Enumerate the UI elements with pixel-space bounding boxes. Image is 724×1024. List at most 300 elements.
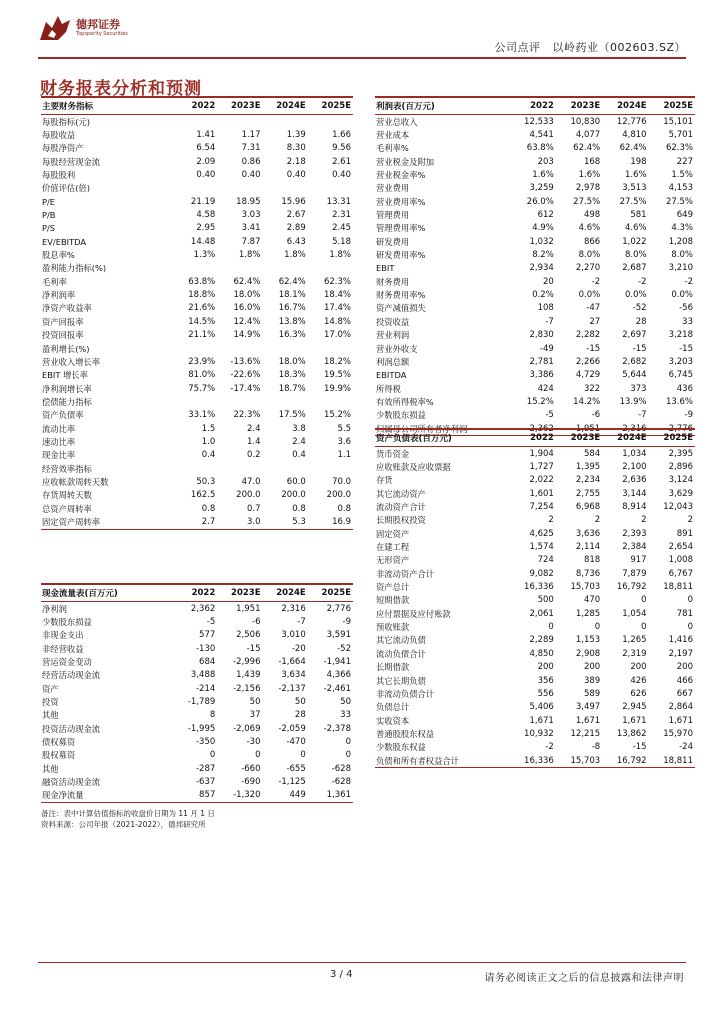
table-cell: 27.5% [573, 196, 601, 207]
note-line: 资料来源：公司年报（2021-2022），德邦研究所 [41, 820, 206, 829]
table-cell: 2,908 [575, 648, 601, 659]
table-cell [217, 342, 262, 355]
table-cell: 8.0% [671, 250, 693, 261]
table-cell: 1,439 [236, 670, 261, 681]
table-cell: 14.8% [323, 316, 351, 327]
table-cell [172, 182, 217, 195]
table-row [375, 235, 695, 248]
table-row [41, 435, 353, 448]
table-cell: 2,687 [622, 263, 647, 274]
table-row [41, 155, 353, 168]
table-cell: 0 [641, 595, 647, 606]
column-header: 2023E [217, 584, 262, 602]
table-cell: 1,361 [308, 789, 353, 803]
table-cell: 1,054 [622, 608, 647, 619]
table-cell: 62.4% [573, 143, 601, 154]
table-cell: 356 [537, 675, 554, 686]
table-cell: -15 [679, 343, 693, 354]
row-label: 非流动负债合计 [376, 688, 435, 699]
row-label: 每股收益 [42, 130, 76, 141]
row-label: 非经营收益 [42, 643, 84, 654]
row-label: 营运资金变动 [42, 657, 92, 668]
table-cell: 1.6% [532, 170, 554, 181]
row-label: 负债总计 [376, 702, 410, 713]
row-label: 其它流动负债 [376, 635, 426, 646]
table-cell: 50 [294, 697, 306, 708]
table-cell: 498 [583, 210, 601, 221]
table-cell: 63.8% [188, 276, 216, 287]
table-cell: -7 [545, 316, 554, 327]
table-cell: 2,755 [575, 488, 601, 499]
table-row [375, 607, 695, 620]
table-cell: 3,629 [668, 488, 693, 499]
row-label: 净利润 [42, 603, 67, 614]
table-cell: -470 [286, 737, 306, 748]
table-row [41, 115, 353, 129]
table-cell: 2,234 [575, 475, 601, 486]
table-cell: 14.9% [233, 330, 261, 341]
table-cell: -17.4% [230, 383, 261, 394]
table-cell: -690 [241, 777, 261, 788]
report-header [494, 39, 686, 55]
table-cell: 1,574 [529, 542, 554, 553]
table-cell: 28 [635, 316, 647, 327]
row-label: 财务费用率% [376, 290, 426, 301]
table-cell: 3,636 [575, 528, 601, 539]
row-label: 有效所得税率% [376, 396, 434, 407]
table-row [375, 395, 695, 408]
table-row [375, 514, 695, 527]
table-row [41, 615, 353, 628]
brand-logo [38, 14, 128, 42]
table-cell: 2,384 [622, 542, 647, 553]
table-cell: 3,124 [668, 475, 693, 486]
table-cell: 4,850 [529, 648, 554, 659]
table-row [41, 329, 353, 342]
table-cell: 2,316 [602, 422, 648, 436]
table-cell: 424 [537, 383, 554, 394]
table-cell: 12,215 [570, 728, 601, 739]
table-cell: 2,393 [622, 528, 647, 539]
table-row [41, 762, 353, 775]
table-cell: 6,767 [668, 568, 693, 579]
table-cell: 2 [548, 515, 554, 526]
row-label: 少数股东权益 [376, 742, 426, 753]
company-name: 以岭药业（002603.SZ） [552, 41, 686, 54]
table-cell: 1.1 [337, 450, 351, 461]
table-cell: -1,664 [278, 657, 306, 668]
row-label: 营业总收入 [376, 116, 418, 127]
table-cell: 50 [340, 697, 351, 708]
table-cell: 20 [542, 276, 554, 287]
logo-text: 德邦证券 [76, 18, 120, 31]
table-cell: -628 [331, 777, 351, 788]
row-label: 资产减值损失 [376, 303, 426, 314]
table-cell: 27.5% [619, 196, 647, 207]
row-label: 利润总额 [376, 356, 410, 367]
table-cell: 0 [687, 622, 693, 633]
table-cell: 16.0% [233, 303, 261, 314]
column-header: 2023E [217, 97, 262, 115]
table-cell: 1,208 [668, 236, 693, 247]
table-cell: 12,043 [663, 502, 693, 513]
table-cell: 0.8 [292, 503, 306, 514]
row-label: P/B [42, 210, 56, 221]
table-cell: 5.5 [337, 423, 351, 434]
table-cell: 3,218 [668, 330, 693, 341]
table-cell: 1,727 [529, 462, 554, 473]
table-cell: 584 [583, 448, 601, 459]
cashflow-table [41, 583, 353, 803]
table-row [41, 722, 353, 735]
table-cell: 2,197 [668, 648, 693, 659]
table-cell: 1.8% [329, 250, 351, 261]
row-label: 经营效率指标 [42, 463, 92, 474]
table-cell: 0.7 [246, 503, 261, 514]
table-cell: 15,703 [556, 754, 602, 768]
table-cell: 81.0% [188, 370, 216, 381]
table-cell: 8,914 [622, 502, 647, 513]
table-cell: 449 [263, 789, 308, 803]
table-cell: 2,362 [509, 422, 555, 436]
column-header: 2025E [308, 97, 353, 115]
row-label: 毛利率% [376, 143, 409, 154]
table-row [375, 674, 695, 687]
table-cell [217, 115, 262, 129]
row-label: 在建工程 [376, 542, 410, 553]
row-label: 盈利能力指标(%) [42, 263, 107, 274]
table-cell: 0.0% [624, 290, 647, 301]
table-row [41, 462, 353, 475]
table-row [41, 642, 353, 655]
table-cell: 1,904 [529, 448, 554, 459]
table-row [375, 142, 695, 155]
table-cell: 322 [583, 383, 601, 394]
row-label: 营业收入增长率 [42, 356, 101, 367]
table-cell [308, 262, 353, 275]
table-cell: 2,830 [529, 330, 554, 341]
table-row [375, 500, 695, 513]
table-cell: 1,032 [529, 236, 554, 247]
table-cell: 2,945 [622, 702, 647, 713]
row-label: 净利润增长率 [42, 383, 92, 394]
table-row [41, 315, 353, 328]
table-cell: 50.3 [196, 476, 216, 487]
table-cell: 14.2% [573, 396, 601, 407]
table-cell: 23.9% [188, 356, 216, 367]
table-cell: -628 [331, 763, 351, 774]
table-cell: 2,506 [236, 630, 261, 641]
table-cell: 16.7% [278, 303, 306, 314]
report-type: 公司点评 [494, 41, 541, 54]
table-cell: 3,513 [622, 183, 647, 194]
row-label: EBIT [376, 263, 395, 274]
row-label: 营业外收支 [376, 343, 418, 354]
table-cell: 27 [589, 316, 601, 327]
row-label: 长期借款 [376, 662, 410, 673]
table-row [41, 262, 353, 275]
table-cell: 0.8 [337, 503, 351, 514]
table-cell: -350 [195, 737, 216, 748]
table-row [41, 208, 353, 221]
row-label: 债权募资 [42, 737, 76, 748]
table-cell: 466 [676, 675, 693, 686]
row-label: 财务费用 [376, 276, 410, 287]
row-label: 无形资产 [376, 555, 410, 566]
table-row [41, 128, 353, 141]
row-label: 股息率% [42, 250, 75, 261]
table-cell: 0.8 [201, 503, 216, 514]
table-cell: 2.4 [292, 436, 306, 447]
row-label: 归属母公司所有者净利润 [375, 422, 509, 436]
table-cell: 0.86 [241, 156, 261, 167]
table-cell [308, 462, 353, 475]
table-cell: -6 [252, 617, 261, 628]
table-cell: -6 [591, 410, 601, 421]
table-cell: -9 [684, 410, 693, 421]
table-cell: 1,671 [529, 715, 554, 726]
cashflow-table-panel [41, 583, 353, 803]
row-label: 营业利润 [376, 330, 410, 341]
table-row [375, 580, 695, 593]
row-label: 存货 [376, 475, 393, 486]
table-cell: 198 [630, 156, 647, 167]
table-cell: 1,416 [668, 635, 693, 646]
table-row [375, 195, 695, 208]
table-cell: 3,259 [529, 183, 554, 194]
table-cell: 7,879 [622, 568, 647, 579]
table-cell: 8.0% [578, 250, 601, 261]
table-row [41, 602, 353, 616]
table-cell: 667 [676, 688, 693, 699]
table-cell: 47.0 [241, 476, 261, 487]
note-line: 备注：表中计算估值指标的收盘价日期为 11 月 1 日 [41, 809, 215, 818]
table-cell: 3,386 [529, 370, 554, 381]
row-label: 流动比率 [42, 423, 76, 434]
table-cell: 200 [537, 662, 554, 673]
row-label: 营业费用率% [376, 196, 426, 207]
table-cell: 17.5% [278, 410, 306, 421]
table-cell: 4.6% [578, 223, 601, 234]
table-cell: 6,968 [575, 502, 601, 513]
table-row [375, 262, 695, 275]
table-cell: 17.4% [323, 303, 351, 314]
row-label: 投资回报率 [42, 330, 84, 341]
table-cell: 15.96 [281, 196, 306, 207]
table-cell: -24 [679, 742, 693, 753]
table-cell: 1.8% [238, 250, 261, 261]
table-cell: -2,069 [233, 723, 261, 734]
table-cell: 1,034 [622, 448, 647, 459]
table-cell: -1,941 [323, 657, 351, 668]
header-divider [38, 57, 686, 59]
column-header: 2024E [602, 97, 648, 115]
table-row [41, 342, 353, 355]
table-cell: 8,736 [575, 568, 601, 579]
table-cell: -2 [684, 276, 693, 287]
table-cell: 13.6% [665, 396, 693, 407]
table-cell: 2,316 [281, 603, 306, 614]
table-cell: 9.56 [332, 143, 351, 154]
table-cell: 200 [583, 662, 601, 673]
table-cell: 16.9 [308, 515, 353, 529]
table-cell: 28 [294, 710, 306, 721]
table-cell: 108 [537, 303, 554, 314]
row-label: 融资活动现金流 [42, 777, 101, 788]
table-row [41, 682, 353, 695]
row-label: 应收帐款周转天数 [42, 476, 109, 487]
table-row [375, 275, 695, 288]
table-row [41, 669, 353, 682]
table-cell: 1,951 [236, 603, 261, 614]
table-row [375, 714, 695, 727]
table-row [375, 460, 695, 473]
column-header: 2024E [263, 584, 308, 602]
table-cell: 1,601 [529, 488, 554, 499]
row-label: 营业成本 [376, 130, 410, 141]
table-cell: 16.3% [278, 330, 306, 341]
table-row [375, 727, 695, 740]
table-cell: 684 [199, 657, 216, 668]
column-header: 2023E [556, 429, 602, 447]
table-cell: 0 [641, 622, 647, 633]
table-row [375, 594, 695, 607]
table-cell: 12,533 [524, 116, 554, 127]
table-cell [263, 462, 308, 475]
row-label: 固定资产 [376, 528, 410, 539]
disclaimer: 请务必阅读正文之后的信息披露和法律声明 [484, 973, 684, 984]
table-row [375, 369, 695, 382]
table-cell: 4,153 [668, 183, 693, 194]
row-label: 所得税 [376, 383, 401, 394]
table-cell: 3,591 [326, 630, 351, 641]
row-label: 每股股利 [42, 170, 76, 181]
table-cell: 2,362 [190, 603, 216, 614]
table-cell: 3,488 [190, 670, 216, 681]
table-cell: 4.9% [532, 223, 554, 234]
table-cell: 1,153 [575, 635, 601, 646]
table-cell: 0.0% [578, 290, 601, 301]
table-cell: -20 [291, 643, 306, 654]
table-cell: 13.9% [619, 396, 647, 407]
row-label: 少数股东损益 [42, 617, 92, 628]
table-cell: 2,636 [622, 475, 647, 486]
row-label: 每股经营现金流 [42, 156, 101, 167]
income-table-panel [375, 96, 695, 436]
table-cell: 5,406 [529, 702, 554, 713]
table-cell: 21.1% [188, 330, 216, 341]
table-cell: 4,366 [326, 670, 351, 681]
table-cell: 62.4% [619, 143, 647, 154]
table-cell: -7 [297, 617, 306, 628]
row-label: 每股净资产 [42, 143, 84, 154]
table-cell: 866 [583, 236, 601, 247]
table-cell: 203 [537, 156, 554, 167]
table-row [375, 182, 695, 195]
table-row [41, 302, 353, 315]
table-cell: 15.2% [323, 410, 351, 421]
table-cell: 200.0 [236, 490, 261, 501]
table-cell: -2 [545, 742, 554, 753]
table-cell: 0.40 [196, 170, 216, 181]
column-header: 2024E [263, 97, 308, 115]
table-cell: 19.5% [323, 370, 351, 381]
column-header: 2022 [172, 97, 217, 115]
table-title: 资产负债表(百万元) [375, 429, 509, 447]
row-label: 速动比率 [42, 436, 76, 447]
table-cell: 1,671 [622, 715, 647, 726]
row-label: 货币资金 [376, 448, 410, 459]
row-label: 经营活动现金流 [42, 670, 101, 681]
table-cell: 16,792 [616, 582, 647, 593]
table-cell: 3,144 [622, 488, 647, 499]
balance-table [375, 428, 695, 768]
table-cell: 10,830 [570, 116, 601, 127]
row-label: 资产 [42, 683, 59, 694]
table-cell: -214 [195, 683, 216, 694]
table-cell: 2,022 [529, 475, 554, 486]
table-row [375, 487, 695, 500]
income-table [375, 96, 695, 436]
table-cell: -1,125 [278, 777, 306, 788]
table-cell: 1.41 [196, 130, 216, 141]
table-cell: 6.43 [286, 236, 306, 247]
row-label: 非流动资产合计 [376, 568, 435, 579]
table-cell: 3.0 [217, 515, 262, 529]
table-cell: -22.6% [230, 370, 261, 381]
row-label: 盈利增长(%) [42, 343, 90, 354]
table-cell: -52 [632, 303, 647, 314]
table-cell: 4,077 [575, 130, 601, 141]
table-cell: 5,644 [622, 370, 647, 381]
table-row [41, 142, 353, 155]
table-cell: 7,254 [529, 502, 554, 513]
table-cell: 581 [630, 210, 647, 221]
table-cell: 22.3% [233, 410, 261, 421]
table-header-row [375, 97, 695, 115]
table-cell: 470 [583, 595, 601, 606]
row-label: 应付票据及应付账款 [376, 608, 451, 619]
table-cell: 1.17 [241, 130, 261, 141]
table-row [41, 355, 353, 368]
table-row [41, 422, 353, 435]
table-cell: 0.2% [532, 290, 554, 301]
table-cell: 13.8% [278, 316, 306, 327]
table-row [41, 288, 353, 301]
footer-divider [38, 962, 686, 963]
table-cell: 3,497 [575, 702, 601, 713]
row-label: 价值评估(倍) [42, 183, 90, 194]
table-cell: 0 [300, 750, 306, 761]
table-cell: 50 [249, 697, 261, 708]
table-cell: 1.39 [286, 130, 306, 141]
row-label: EV/EBITDA [42, 236, 87, 247]
table-row [41, 515, 353, 529]
table-cell: 0 [548, 622, 554, 633]
column-header: 2022 [172, 584, 217, 602]
table-cell: 2,100 [622, 462, 647, 473]
table-cell: 917 [630, 555, 647, 566]
table-cell: 70.0 [332, 476, 351, 487]
table-cell: 62.4% [233, 276, 261, 287]
table-cell: 4,810 [622, 130, 647, 141]
table-cell: 1,285 [575, 608, 601, 619]
table-cell: 27.5% [665, 196, 693, 207]
table-cell: 2,282 [575, 330, 601, 341]
table-cell: 2,934 [529, 263, 554, 274]
table-cell: 18.3% [278, 370, 306, 381]
table-cell: 62.4% [278, 276, 306, 287]
